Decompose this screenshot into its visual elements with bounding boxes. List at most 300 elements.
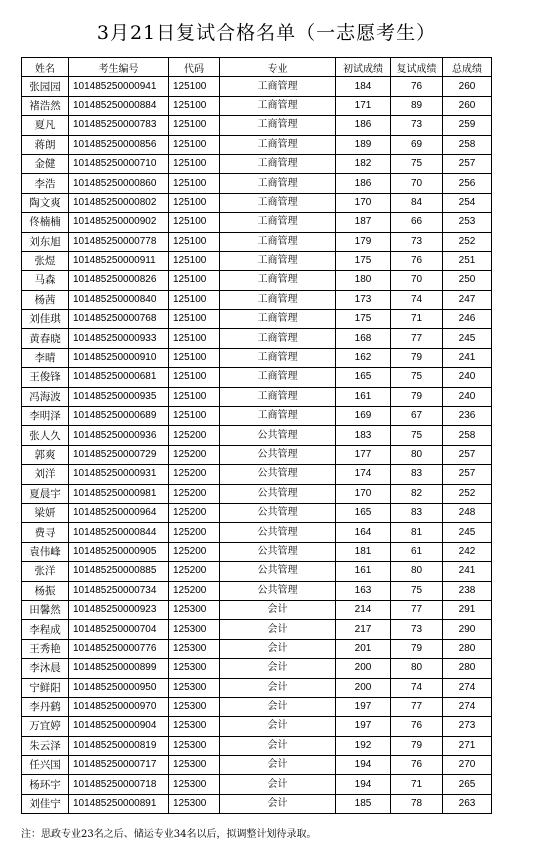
cell-name: 田馨然 [22,600,69,619]
table-row [22,329,492,348]
cell-major: 会计 [220,639,336,658]
cell-exam-id: 101485250000718 [69,775,169,794]
cell-name: 张园园 [22,77,69,96]
cell-code: 125100 [169,329,220,348]
cell-retest-score: 70 [391,174,443,193]
cell-major: 工商管理 [220,290,336,309]
table-row [22,368,492,387]
cell-major: 公共管理 [220,523,336,542]
table-row [22,310,492,329]
table-row [22,232,492,251]
cell-code: 125300 [169,794,220,813]
cell-code: 125100 [169,290,220,309]
cell-retest-score: 75 [391,154,443,173]
cell-major: 会计 [220,756,336,775]
cell-total-score: 291 [443,600,492,619]
cell-code: 125200 [169,426,220,445]
cell-retest-score: 78 [391,794,443,813]
cell-total-score: 251 [443,251,492,270]
cell-total-score: 273 [443,717,492,736]
cell-exam-id: 101485250000802 [69,193,169,212]
cell-name: 朱云泽 [22,736,69,755]
cell-code: 125300 [169,620,220,639]
cell-total-score: 257 [443,154,492,173]
cell-initial-score: 187 [336,213,391,232]
table-row [22,116,492,135]
cell-name: 杨茜 [22,290,69,309]
cell-retest-score: 83 [391,503,443,522]
cell-initial-score: 185 [336,794,391,813]
cell-name: 李晴 [22,348,69,367]
cell-total-score: 274 [443,697,492,716]
cell-major: 工商管理 [220,213,336,232]
cell-name: 佟楠楠 [22,213,69,232]
cell-major: 工商管理 [220,251,336,270]
cell-code: 125300 [169,717,220,736]
cell-major: 工商管理 [220,116,336,135]
cell-code: 125300 [169,697,220,716]
cell-name: 杨振 [22,581,69,600]
cell-total-score: 253 [443,213,492,232]
cell-initial-score: 189 [336,135,391,154]
cell-initial-score: 192 [336,736,391,755]
cell-total-score: 245 [443,523,492,542]
cell-exam-id: 101485250000778 [69,232,169,251]
cell-initial-score: 194 [336,775,391,794]
cell-code: 125100 [169,310,220,329]
cell-code: 125200 [169,445,220,464]
cell-total-score: 280 [443,659,492,678]
cell-exam-id: 101485250000729 [69,445,169,464]
cell-name: 冯海波 [22,387,69,406]
table-row [22,387,492,406]
cell-initial-score: 214 [336,600,391,619]
cell-total-score: 236 [443,407,492,426]
table-row [22,135,492,154]
cell-total-score: 271 [443,736,492,755]
cell-retest-score: 67 [391,407,443,426]
cell-name: 梁妍 [22,503,69,522]
cell-name: 褚浩然 [22,96,69,115]
cell-initial-score: 175 [336,251,391,270]
cell-retest-score: 61 [391,542,443,561]
cell-total-score: 260 [443,77,492,96]
cell-name: 郭爽 [22,445,69,464]
cell-exam-id: 101485250000826 [69,271,169,290]
cell-total-score: 280 [443,639,492,658]
cell-initial-score: 173 [336,290,391,309]
cell-code: 125100 [169,368,220,387]
cell-major: 工商管理 [220,387,336,406]
cell-exam-id: 101485250000776 [69,639,169,658]
cell-name: 李程成 [22,620,69,639]
table-row [22,756,492,775]
cell-major: 公共管理 [220,426,336,445]
cell-initial-score: 170 [336,484,391,503]
cell-initial-score: 186 [336,174,391,193]
cell-total-score: 263 [443,794,492,813]
cell-initial-score: 162 [336,348,391,367]
cell-initial-score: 161 [336,562,391,581]
cell-initial-score: 164 [336,523,391,542]
table-row [22,697,492,716]
cell-major: 会计 [220,620,336,639]
header-row [22,58,492,77]
cell-initial-score: 186 [336,116,391,135]
header-total-score: 总成绩 [443,58,492,77]
cell-major: 会计 [220,600,336,619]
cell-exam-id: 101485250000860 [69,174,169,193]
cell-exam-id: 101485250000935 [69,387,169,406]
header-initial-score: 初试成绩 [336,58,391,77]
cell-retest-score: 66 [391,213,443,232]
cell-exam-id: 101485250000885 [69,562,169,581]
cell-exam-id: 101485250000884 [69,96,169,115]
cell-initial-score: 200 [336,659,391,678]
cell-name: 王秀艳 [22,639,69,658]
cell-major: 会计 [220,678,336,697]
cell-exam-id: 101485250000689 [69,407,169,426]
cell-code: 125100 [169,193,220,212]
table-row [22,736,492,755]
cell-major: 会计 [220,717,336,736]
cell-code: 125300 [169,659,220,678]
cell-name: 刘佳琪 [22,310,69,329]
cell-total-score: 256 [443,174,492,193]
cell-exam-id: 101485250000819 [69,736,169,755]
cell-name: 李浩 [22,174,69,193]
cell-retest-score: 82 [391,484,443,503]
cell-total-score: 246 [443,310,492,329]
table-row [22,445,492,464]
admission-list-table [21,57,492,814]
cell-major: 工商管理 [220,135,336,154]
cell-total-score: 258 [443,426,492,445]
cell-code: 125300 [169,600,220,619]
cell-exam-id: 101485250000768 [69,310,169,329]
cell-initial-score: 182 [336,154,391,173]
cell-retest-score: 76 [391,756,443,775]
cell-retest-score: 75 [391,368,443,387]
cell-name: 刘佳宁 [22,794,69,813]
cell-major: 公共管理 [220,465,336,484]
table-row [22,174,492,193]
cell-major: 工商管理 [220,174,336,193]
cell-name: 宁鲜阳 [22,678,69,697]
cell-major: 会计 [220,794,336,813]
table-row [22,581,492,600]
cell-total-score: 245 [443,329,492,348]
cell-total-score: 258 [443,135,492,154]
table-row [22,77,492,96]
cell-initial-score: 197 [336,717,391,736]
cell-code: 125100 [169,348,220,367]
cell-retest-score: 76 [391,251,443,270]
cell-name: 刘洋 [22,465,69,484]
table-row [22,659,492,678]
cell-major: 工商管理 [220,154,336,173]
cell-retest-score: 84 [391,193,443,212]
cell-initial-score: 174 [336,465,391,484]
cell-major: 工商管理 [220,368,336,387]
header-retest-score: 复试成绩 [391,58,443,77]
cell-name: 万宜婷 [22,717,69,736]
cell-code: 125300 [169,775,220,794]
table-row [22,717,492,736]
cell-code: 125300 [169,736,220,755]
cell-retest-score: 70 [391,271,443,290]
table-row [22,154,492,173]
cell-retest-score: 89 [391,96,443,115]
cell-exam-id: 101485250000734 [69,581,169,600]
cell-major: 工商管理 [220,232,336,251]
table-row [22,407,492,426]
table-row [22,251,492,270]
cell-name: 杨环宇 [22,775,69,794]
cell-retest-score: 81 [391,523,443,542]
cell-name: 李沐晨 [22,659,69,678]
cell-name: 费寻 [22,523,69,542]
cell-exam-id: 101485250000910 [69,348,169,367]
header-exam-id: 考生编号 [69,58,169,77]
cell-name: 黄春晓 [22,329,69,348]
header-name: 姓名 [22,58,69,77]
cell-exam-id: 101485250000970 [69,697,169,716]
cell-initial-score: 161 [336,387,391,406]
table-row [22,348,492,367]
cell-initial-score: 201 [336,639,391,658]
cell-exam-id: 101485250000931 [69,465,169,484]
table-row [22,271,492,290]
cell-initial-score: 194 [336,756,391,775]
cell-initial-score: 168 [336,329,391,348]
table-row [22,96,492,115]
table-row [22,794,492,813]
cell-name: 张人久 [22,426,69,445]
cell-name: 张洋 [22,562,69,581]
cell-code: 125200 [169,484,220,503]
cell-total-score: 290 [443,620,492,639]
cell-exam-id: 101485250000941 [69,77,169,96]
cell-retest-score: 73 [391,116,443,135]
cell-exam-id: 101485250000899 [69,659,169,678]
cell-exam-id: 101485250000904 [69,717,169,736]
cell-code: 125200 [169,542,220,561]
cell-exam-id: 101485250000840 [69,290,169,309]
cell-major: 工商管理 [220,193,336,212]
cell-name: 陶文爽 [22,193,69,212]
cell-code: 125100 [169,213,220,232]
cell-name: 张煜 [22,251,69,270]
cell-code: 125100 [169,96,220,115]
cell-initial-score: 165 [336,368,391,387]
header-major: 专业 [220,58,336,77]
cell-retest-score: 75 [391,426,443,445]
cell-exam-id: 101485250000681 [69,368,169,387]
cell-major: 工商管理 [220,329,336,348]
cell-exam-id: 101485250000891 [69,794,169,813]
cell-code: 125200 [169,503,220,522]
cell-initial-score: 177 [336,445,391,464]
cell-retest-score: 71 [391,310,443,329]
cell-total-score: 265 [443,775,492,794]
cell-name: 任兴国 [22,756,69,775]
cell-retest-score: 73 [391,620,443,639]
cell-code: 125300 [169,639,220,658]
cell-retest-score: 73 [391,232,443,251]
cell-major: 公共管理 [220,503,336,522]
cell-total-score: 254 [443,193,492,212]
cell-total-score: 238 [443,581,492,600]
cell-name: 刘东旭 [22,232,69,251]
cell-code: 125100 [169,154,220,173]
table-row [22,562,492,581]
cell-retest-score: 80 [391,562,443,581]
cell-retest-score: 79 [391,639,443,658]
cell-major: 公共管理 [220,581,336,600]
cell-major: 工商管理 [220,271,336,290]
cell-retest-score: 76 [391,77,443,96]
cell-major: 工商管理 [220,310,336,329]
cell-name: 袁伟峰 [22,542,69,561]
cell-retest-score: 76 [391,717,443,736]
cell-code: 125100 [169,271,220,290]
cell-code: 125100 [169,387,220,406]
cell-major: 工商管理 [220,96,336,115]
cell-initial-score: 197 [336,697,391,716]
cell-exam-id: 101485250000950 [69,678,169,697]
cell-major: 会计 [220,659,336,678]
cell-initial-score: 184 [336,77,391,96]
table-row [22,213,492,232]
cell-exam-id: 101485250000936 [69,426,169,445]
table-row [22,620,492,639]
cell-name: 夏晨宇 [22,484,69,503]
cell-code: 125200 [169,523,220,542]
cell-retest-score: 79 [391,736,443,755]
cell-total-score: 274 [443,678,492,697]
cell-retest-score: 75 [391,581,443,600]
table-row [22,600,492,619]
cell-total-score: 247 [443,290,492,309]
cell-exam-id: 101485250000704 [69,620,169,639]
table-row [22,542,492,561]
cell-code: 125100 [169,232,220,251]
cell-exam-id: 101485250000964 [69,503,169,522]
cell-total-score: 250 [443,271,492,290]
cell-exam-id: 101485250000856 [69,135,169,154]
cell-name: 夏凡 [22,116,69,135]
cell-retest-score: 80 [391,445,443,464]
cell-total-score: 260 [443,96,492,115]
cell-total-score: 240 [443,368,492,387]
cell-name: 李丹鹤 [22,697,69,716]
cell-code: 125200 [169,562,220,581]
page-title: 3月21日复试合格名单（一志愿考生） [96,22,437,44]
table-row [22,678,492,697]
cell-initial-score: 163 [336,581,391,600]
cell-initial-score: 175 [336,310,391,329]
cell-total-score: 242 [443,542,492,561]
cell-initial-score: 165 [336,503,391,522]
cell-major: 公共管理 [220,562,336,581]
table-row [22,503,492,522]
cell-exam-id: 101485250000717 [69,756,169,775]
cell-major: 工商管理 [220,77,336,96]
cell-total-score: 257 [443,465,492,484]
cell-code: 125100 [169,116,220,135]
table-row [22,484,492,503]
cell-initial-score: 183 [336,426,391,445]
cell-code: 125100 [169,407,220,426]
cell-initial-score: 217 [336,620,391,639]
cell-exam-id: 101485250000710 [69,154,169,173]
cell-name: 蒋朗 [22,135,69,154]
cell-total-score: 257 [443,445,492,464]
cell-major: 会计 [220,697,336,716]
cell-total-score: 270 [443,756,492,775]
table-row [22,193,492,212]
cell-name: 马森 [22,271,69,290]
cell-code: 125200 [169,465,220,484]
table-row [22,465,492,484]
cell-exam-id: 101485250000902 [69,213,169,232]
cell-name: 王俊锋 [22,368,69,387]
cell-retest-score: 80 [391,659,443,678]
cell-retest-score: 69 [391,135,443,154]
header-code: 代码 [169,58,220,77]
cell-code: 125200 [169,581,220,600]
cell-retest-score: 77 [391,329,443,348]
cell-retest-score: 71 [391,775,443,794]
cell-initial-score: 179 [336,232,391,251]
cell-code: 125300 [169,678,220,697]
cell-total-score: 252 [443,232,492,251]
cell-total-score: 259 [443,116,492,135]
table-row [22,290,492,309]
cell-exam-id: 101485250000844 [69,523,169,542]
table-row [22,426,492,445]
cell-initial-score: 171 [336,96,391,115]
cell-retest-score: 79 [391,348,443,367]
table-row [22,523,492,542]
cell-retest-score: 77 [391,600,443,619]
cell-retest-score: 77 [391,697,443,716]
cell-major: 工商管理 [220,348,336,367]
cell-code: 125300 [169,756,220,775]
cell-code: 125100 [169,251,220,270]
cell-retest-score: 79 [391,387,443,406]
cell-retest-score: 74 [391,290,443,309]
cell-exam-id: 101485250000905 [69,542,169,561]
cell-exam-id: 101485250000923 [69,600,169,619]
cell-code: 125100 [169,135,220,154]
table-row [22,639,492,658]
cell-initial-score: 200 [336,678,391,697]
cell-exam-id: 101485250000783 [69,116,169,135]
cell-major: 会计 [220,775,336,794]
cell-total-score: 241 [443,348,492,367]
cell-code: 125100 [169,77,220,96]
cell-major: 工商管理 [220,407,336,426]
footnote: 注：思政专业23名之后、储运专业34名以后，拟调整计划待录取。 [21,829,317,840]
cell-exam-id: 101485250000933 [69,329,169,348]
table-row [22,775,492,794]
cell-major: 公共管理 [220,484,336,503]
cell-retest-score: 83 [391,465,443,484]
cell-retest-score: 74 [391,678,443,697]
cell-initial-score: 180 [336,271,391,290]
